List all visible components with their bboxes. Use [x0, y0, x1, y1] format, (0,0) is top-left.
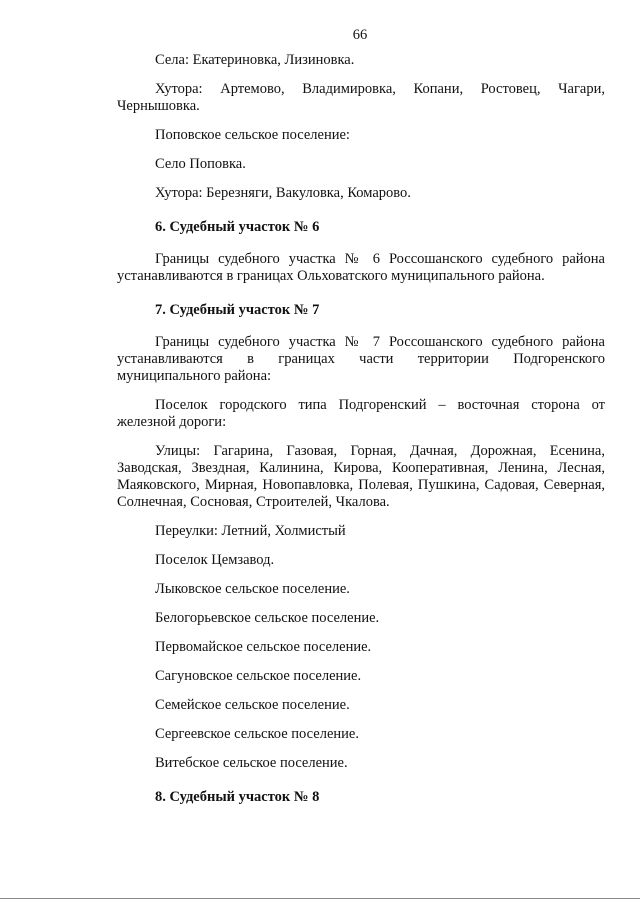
page-number: 66 — [352, 27, 368, 43]
section-heading-6: 6. Судебный участок № 6 — [155, 219, 320, 235]
document-body — [117, 52, 605, 806]
paragraph-streets: Улицы: Гагарина, Газовая, Горная, Дачная, Дорожная, Есенина, Заводская, Звездная, Калинина, Кирова, Кооперативная, Ленина, Лесная, Маяковского, Мирная, Новопавловка, Полевая, Пушкина, Садовая, Северная, Солнечная, Сосновая, Строителей, Чкалова. — [117, 443, 605, 510]
section-heading-8: 8. Судебный участок № 8 — [155, 789, 320, 805]
paragraph-pervomayskoe: Первомайское сельское поселение. — [155, 639, 372, 655]
paragraph-khutors: Хутора: Артемово, Владимировка, Копани, Ростовец, Чагари, Чернышовка. — [117, 81, 605, 114]
paragraph-village-popovka: Село Поповка. — [155, 156, 246, 172]
paragraph-khutors-popovka: Хутора: Березняги, Вакуловка, Комарово. — [155, 185, 411, 201]
bottom-divider — [0, 898, 640, 899]
paragraph-villages: Села: Екатериновка, Лизиновка. — [155, 52, 355, 68]
paragraph-popovskoe-settlement: Поповское сельское поселение: — [155, 127, 350, 143]
paragraph-sagunovskoe: Сагуновское сельское поселение. — [155, 668, 362, 684]
section-heading-7: 7. Судебный участок № 7 — [155, 302, 320, 318]
paragraph-vitebskoe: Витебское сельское поселение. — [155, 755, 348, 771]
paragraph-section-7-boundaries: Границы судебного участка № 7 Россошанского судебного района устанавливаются в границах части территории Подгоренского муниципального района: — [117, 334, 605, 384]
paragraph-sergeevskoe: Сергеевское сельское поселение. — [155, 726, 359, 742]
paragraph-lanes: Переулки: Летний, Холмистый — [155, 523, 346, 539]
paragraph-podgorensky-settlement: Поселок городского типа Подгоренский – восточная сторона от железной дороги: — [117, 397, 605, 430]
paragraph-tsemzavod: Поселок Цемзавод. — [155, 552, 275, 568]
paragraph-section-6-boundaries: Границы судебного участка № 6 Россошанского судебного района устанавливаются в границах Ольховатского муниципального района. — [117, 251, 605, 284]
paragraph-belogorevskoe: Белогорьевское сельское поселение. — [155, 610, 380, 626]
paragraph-lykovskoe: Лыковское сельское поселение. — [155, 581, 350, 597]
paragraph-semeyskoe: Семейское сельское поселение. — [155, 697, 350, 713]
